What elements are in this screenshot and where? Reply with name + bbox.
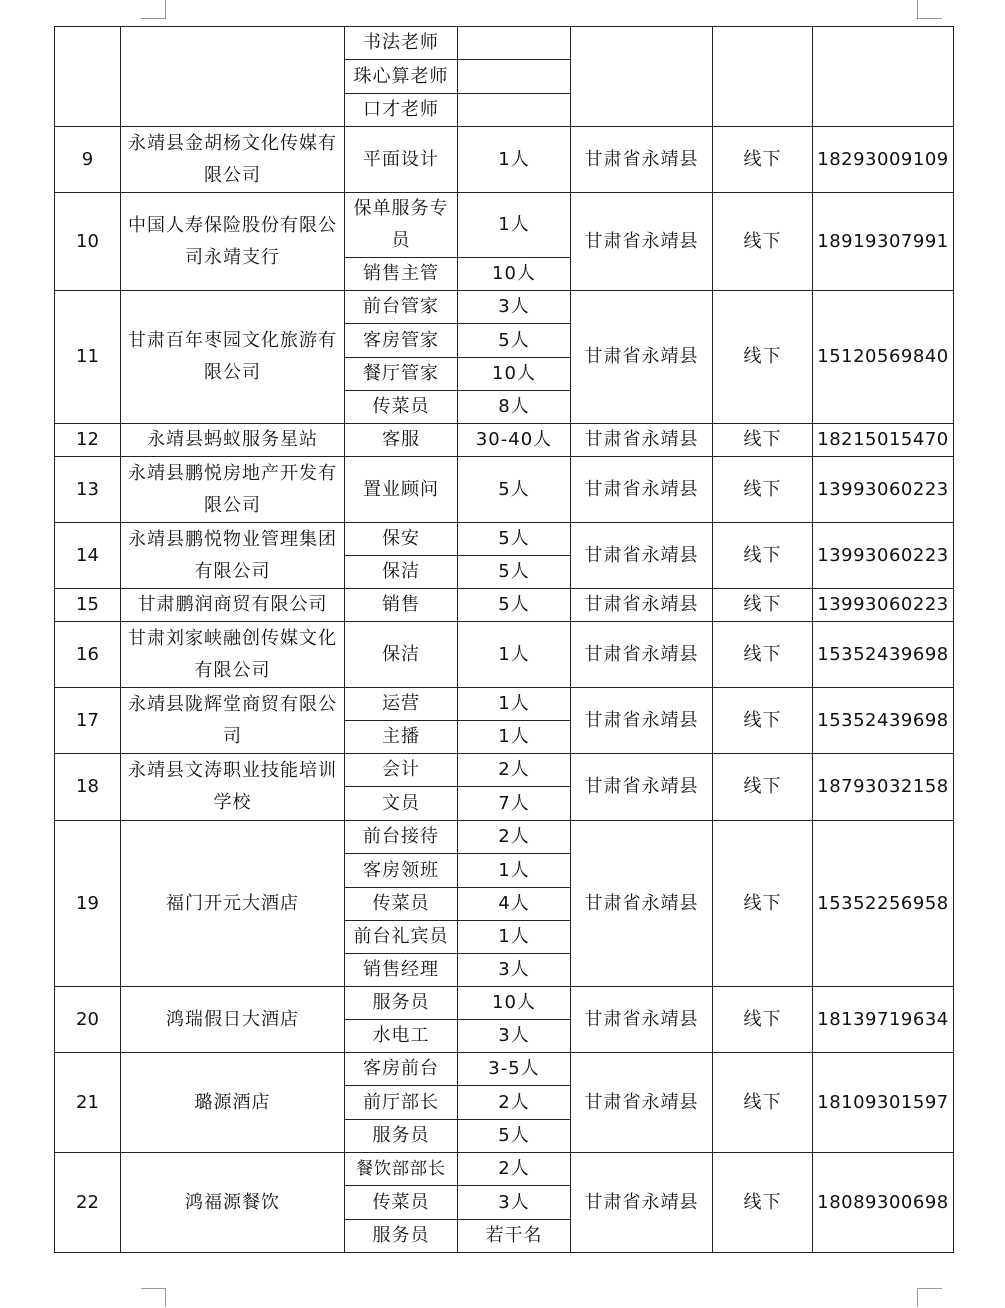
- position-count: 30-40人: [458, 424, 571, 457]
- contact-phone: 18919307991: [813, 193, 954, 291]
- table-row: [55, 688, 954, 721]
- position-count: [458, 60, 571, 94]
- table-row: [55, 622, 954, 688]
- position-title: 客房前台: [345, 1053, 458, 1086]
- row-number: 19: [55, 821, 121, 987]
- work-location: 甘肃省永靖县: [571, 1153, 713, 1253]
- table-row: [55, 754, 954, 787]
- position-title: 保单服务专员: [345, 193, 458, 258]
- company-name: 永靖县蚂蚁服务星站: [121, 424, 345, 457]
- position-count: 3人: [458, 1020, 571, 1053]
- position-count: 2人: [458, 1086, 571, 1120]
- company-name: [121, 27, 345, 127]
- contact-phone: 13993060223: [813, 523, 954, 589]
- work-mode: 线下: [713, 1153, 813, 1253]
- row-number: 9: [55, 127, 121, 193]
- crop-mark-top-right: [917, 0, 942, 19]
- row-number: [55, 27, 121, 127]
- position-title: 文员: [345, 787, 458, 821]
- position-title: 前厅部长: [345, 1086, 458, 1120]
- position-count: 10人: [458, 987, 571, 1020]
- position-count: 3人: [458, 954, 571, 987]
- position-count: 3-5人: [458, 1053, 571, 1086]
- company-name: 甘肃百年枣园文化旅游有限公司: [121, 291, 345, 424]
- work-location: 甘肃省永靖县: [571, 193, 713, 291]
- position-title: 书法老师: [345, 27, 458, 60]
- work-location: 甘肃省永靖县: [571, 754, 713, 821]
- position-count: 8人: [458, 391, 571, 424]
- work-mode: 线下: [713, 523, 813, 589]
- contact-phone: [813, 27, 954, 127]
- position-title: 服务员: [345, 1220, 458, 1253]
- work-location: 甘肃省永靖县: [571, 424, 713, 457]
- position-title: 客服: [345, 424, 458, 457]
- position-count: 3人: [458, 291, 571, 324]
- company-name: 甘肃鹏润商贸有限公司: [121, 589, 345, 622]
- work-mode: 线下: [713, 622, 813, 688]
- work-mode: 线下: [713, 754, 813, 821]
- company-name: 永靖县文涛职业技能培训学校: [121, 754, 345, 821]
- company-name: 福门开元大酒店: [121, 821, 345, 987]
- position-count: 1人: [458, 854, 571, 888]
- company-name: 永靖县鹏悦物业管理集团有限公司: [121, 523, 345, 589]
- position-title: 传菜员: [345, 1186, 458, 1220]
- position-title: 前台管家: [345, 291, 458, 324]
- contact-phone: 15352256958: [813, 821, 954, 987]
- contact-phone: 13993060223: [813, 589, 954, 622]
- position-count: 2人: [458, 1153, 571, 1186]
- contact-phone: 18293009109: [813, 127, 954, 193]
- position-count: 5人: [458, 556, 571, 589]
- position-title: 保洁: [345, 622, 458, 688]
- table-row: [55, 27, 954, 60]
- work-location: 甘肃省永靖县: [571, 688, 713, 754]
- position-count: 1人: [458, 721, 571, 754]
- work-mode: 线下: [713, 291, 813, 424]
- row-number: 20: [55, 987, 121, 1053]
- row-number: 13: [55, 457, 121, 523]
- row-number: 10: [55, 193, 121, 291]
- position-title: 平面设计: [345, 127, 458, 193]
- table-row: [55, 987, 954, 1020]
- work-location: 甘肃省永靖县: [571, 622, 713, 688]
- contact-phone: 18215015470: [813, 424, 954, 457]
- work-location: 甘肃省永靖县: [571, 291, 713, 424]
- crop-mark-bottom-right: [917, 1288, 942, 1307]
- table-row: [55, 821, 954, 854]
- contact-phone: 18139719634: [813, 987, 954, 1053]
- company-name: 甘肃刘家峡融创传媒文化有限公司: [121, 622, 345, 688]
- work-location: 甘肃省永靖县: [571, 987, 713, 1053]
- position-title: 置业顾问: [345, 457, 458, 523]
- position-title: 服务员: [345, 987, 458, 1020]
- contact-phone: 18793032158: [813, 754, 954, 821]
- work-mode: 线下: [713, 589, 813, 622]
- position-title: 销售经理: [345, 954, 458, 987]
- table-row: [55, 291, 954, 324]
- row-number: 22: [55, 1153, 121, 1253]
- position-count: 5人: [458, 457, 571, 523]
- table-row: [55, 1153, 954, 1186]
- contact-phone: 15120569840: [813, 291, 954, 424]
- contact-phone: 18109301597: [813, 1053, 954, 1153]
- contact-phone: 13993060223: [813, 457, 954, 523]
- position-count: 10人: [458, 358, 571, 391]
- work-mode: 线下: [713, 821, 813, 987]
- position-title: 水电工: [345, 1020, 458, 1053]
- position-title: 餐厅管家: [345, 358, 458, 391]
- position-count: 2人: [458, 821, 571, 854]
- position-title: 运营: [345, 688, 458, 721]
- row-number: 18: [55, 754, 121, 821]
- contact-phone: 15352439698: [813, 688, 954, 754]
- row-number: 14: [55, 523, 121, 589]
- position-count: 1人: [458, 921, 571, 954]
- position-title: 传菜员: [345, 888, 458, 921]
- position-title: 口才老师: [345, 94, 458, 127]
- position-count: 5人: [458, 589, 571, 622]
- company-name: 璐源酒店: [121, 1053, 345, 1153]
- crop-mark-top-left: [141, 0, 166, 19]
- position-title: 销售主管: [345, 258, 458, 291]
- work-location: 甘肃省永靖县: [571, 1053, 713, 1153]
- work-mode: [713, 27, 813, 127]
- job-table: [54, 26, 954, 1253]
- position-title: 销售: [345, 589, 458, 622]
- table-row: [55, 193, 954, 258]
- position-count: 3人: [458, 1186, 571, 1220]
- crop-mark-bottom-left: [141, 1288, 166, 1307]
- position-count: 若干名: [458, 1220, 571, 1253]
- row-number: 12: [55, 424, 121, 457]
- job-table-body: [55, 27, 954, 1253]
- company-name: 永靖县鹏悦房地产开发有限公司: [121, 457, 345, 523]
- table-row: [55, 1053, 954, 1086]
- position-count: 1人: [458, 688, 571, 721]
- position-title: 会计: [345, 754, 458, 787]
- work-location: [571, 27, 713, 127]
- work-mode: 线下: [713, 987, 813, 1053]
- position-count: 1人: [458, 622, 571, 688]
- position-title: 珠心算老师: [345, 60, 458, 94]
- position-title: 保洁: [345, 556, 458, 589]
- table-row: [55, 127, 954, 193]
- position-count: 1人: [458, 127, 571, 193]
- row-number: 21: [55, 1053, 121, 1153]
- work-mode: 线下: [713, 688, 813, 754]
- work-location: 甘肃省永靖县: [571, 523, 713, 589]
- row-number: 17: [55, 688, 121, 754]
- position-title: 服务员: [345, 1120, 458, 1153]
- position-title: 主播: [345, 721, 458, 754]
- company-name: 中国人寿保险股份有限公司永靖支行: [121, 193, 345, 291]
- position-count: 4人: [458, 888, 571, 921]
- position-count: 5人: [458, 1120, 571, 1153]
- position-count: 1人: [458, 193, 571, 258]
- position-title: 客房领班: [345, 854, 458, 888]
- company-name: 永靖县陇辉堂商贸有限公司: [121, 688, 345, 754]
- table-row: [55, 424, 954, 457]
- company-name: 永靖县金胡杨文化传媒有限公司: [121, 127, 345, 193]
- position-count: 7人: [458, 787, 571, 821]
- position-title: 餐饮部部长: [345, 1153, 458, 1186]
- work-location: 甘肃省永靖县: [571, 821, 713, 987]
- work-mode: 线下: [713, 127, 813, 193]
- work-location: 甘肃省永靖县: [571, 589, 713, 622]
- table-row: [55, 457, 954, 523]
- position-count: [458, 94, 571, 127]
- contact-phone: 15352439698: [813, 622, 954, 688]
- position-title: 前台接待: [345, 821, 458, 854]
- position-title: 前台礼宾员: [345, 921, 458, 954]
- position-count: 2人: [458, 754, 571, 787]
- work-location: 甘肃省永靖县: [571, 127, 713, 193]
- work-mode: 线下: [713, 424, 813, 457]
- table-row: [55, 589, 954, 622]
- position-title: 传菜员: [345, 391, 458, 424]
- position-count: 5人: [458, 523, 571, 556]
- table-row: [55, 523, 954, 556]
- work-mode: 线下: [713, 457, 813, 523]
- position-count: 5人: [458, 324, 571, 358]
- row-number: 16: [55, 622, 121, 688]
- company-name: 鸿瑞假日大酒店: [121, 987, 345, 1053]
- row-number: 15: [55, 589, 121, 622]
- work-location: 甘肃省永靖县: [571, 457, 713, 523]
- position-count: 10人: [458, 258, 571, 291]
- row-number: 11: [55, 291, 121, 424]
- work-mode: 线下: [713, 1053, 813, 1153]
- position-count: [458, 27, 571, 60]
- work-mode: 线下: [713, 193, 813, 291]
- company-name: 鸿福源餐饮: [121, 1153, 345, 1253]
- position-title: 保安: [345, 523, 458, 556]
- contact-phone: 18089300698: [813, 1153, 954, 1253]
- position-title: 客房管家: [345, 324, 458, 358]
